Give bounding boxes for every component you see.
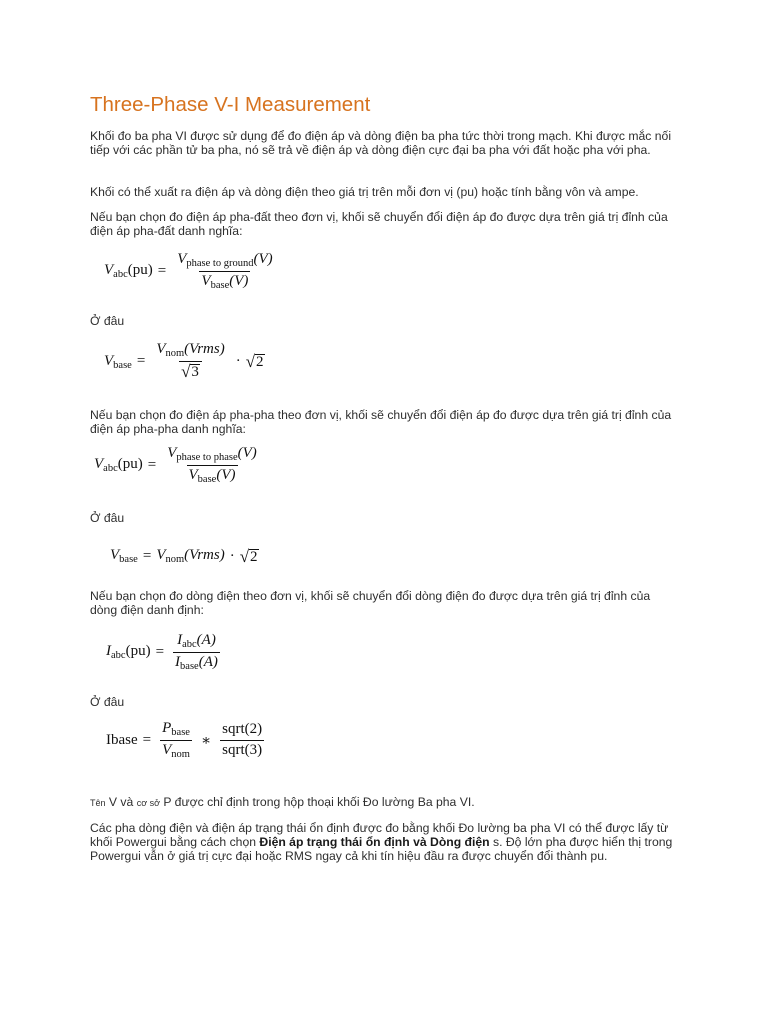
where-label-2: Ở đâu	[90, 511, 125, 525]
current-paragraph: Nếu bạn chọn đo dòng điện theo đơn vị, khối sẽ chuyển đổi dòng điện đo được dựa trên giá trị đỉnh của dòng điện danh định:	[90, 589, 651, 617]
page-title: Three-Phase V-I Measurement	[90, 93, 371, 116]
equation-vbase-phase-phase: $V_{base}$ = $V_{nom}(Vrms)$ · √ 2	[110, 546, 258, 566]
output-units-paragraph: Khối có thể xuất ra điện áp và dòng điện theo giá trị trên mỗi đơn vị (pu) hoặc tính bằng vôn và ampe.	[90, 185, 639, 199]
phase-ground-paragraph: Nếu bạn chọn đo điện áp pha-đất theo đơn vị, khối sẽ chuyển đổi điện áp đo được dựa trên giá trị đỉnh của điện áp pha-đất danh nghĩa:	[90, 210, 668, 238]
powergui-text-b: s. Độ lớn pha được hiển thị trong Powergui vẫn ở giá trị cực đại hoặc RMS ngay cả khi tín hiệu đầu ra được chuyển đổi thành pu.	[90, 835, 673, 863]
equation-vabc-phase-phase: $V_{abc}(pu)$ = $\frac{V_{phase to phase}(V)}{V_{base}(V)}$	[94, 445, 257, 485]
phase-phase-paragraph: Nếu bạn chọn đo điện áp pha-pha theo đơn vị, khối sẽ chuyển đổi điện áp đo được dựa trên giá trị đỉnh của điện áp pha-pha danh nghĩa:	[90, 408, 672, 436]
note-text-b: P được chỉ định trong hộp thoại khối Đo lường Ba pha VI.	[160, 795, 475, 809]
equation-iabc: $I_{abc}(pu)$ = $\frac{I_{abc}(A)}{I_{base}(A)}$	[106, 632, 218, 672]
parameters-note-paragraph	[90, 795, 680, 810]
powergui-text-a: Các pha dòng điện và điện áp trạng thái ổn định được đo bằng khối Đo lường ba pha VI có thể được lấy từ khối Powergui bằng cách chọn	[90, 821, 669, 849]
equation-ibase: Ibase = $\frac{P_{base}}{V_{nom}}$ ∗ $\frac{\text{sqrt(2)}}{\text{sqrt(3)}}$	[106, 720, 263, 760]
where-label-1: Ở đâu	[90, 314, 125, 328]
powergui-bold-option: Điện áp trạng thái ổn định và Dòng điện	[259, 835, 490, 849]
note-text-a: V và	[105, 795, 137, 809]
equation-vbase-phase-ground: $V_{base}$ = $V_{nom}(Vrms)$ √ 3 · √ 2	[104, 341, 264, 381]
intro-paragraph: Khối đo ba pha VI được sử dụng để đo điện áp và dòng điện ba pha tức thời trong mạch. Khi được mắc nối tiếp với các phần tử ba pha, nó sẽ trả về điện áp và dòng điện cực đại ba pha với đất hoặc pha với pha.	[90, 129, 672, 157]
where-label-3: Ở đâu	[90, 695, 125, 709]
powergui-paragraph	[90, 821, 680, 863]
small-label-coso: cơ sở	[136, 798, 160, 808]
equation-vabc-phase-ground: $V_{abc}(pu)$ = $\frac{V_{phase to ground}(V)}{V_{base}(V)}$	[104, 251, 273, 291]
small-label-ten: Tên	[90, 798, 106, 808]
